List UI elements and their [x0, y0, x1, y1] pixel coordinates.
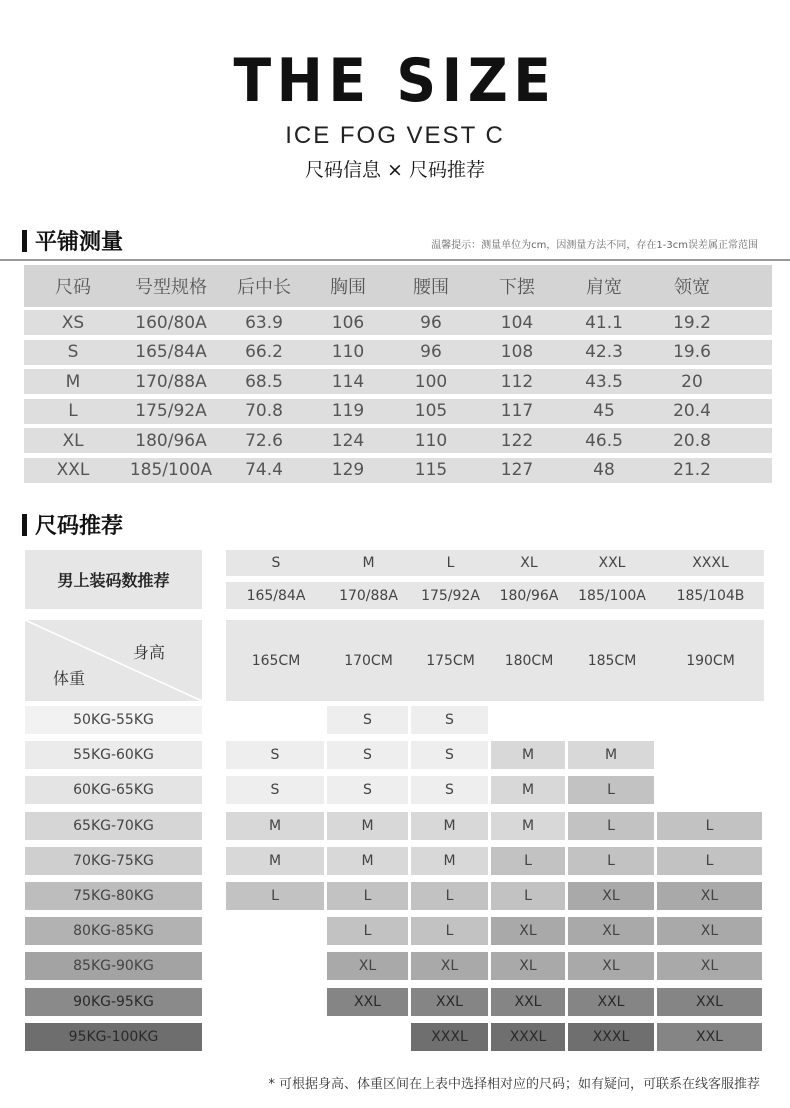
size-cell: XL — [411, 952, 488, 980]
size-cell: XL — [327, 952, 408, 980]
table-cell: 63.9 — [245, 312, 283, 333]
size-cell: M — [491, 741, 565, 769]
table-cell: 112 — [500, 371, 534, 392]
table-cell: 117 — [500, 401, 534, 421]
size-cell: M — [491, 812, 565, 840]
size-cell: XXL — [568, 988, 654, 1016]
table-cell: 74.4 — [245, 460, 283, 480]
size-cell: M — [226, 847, 324, 875]
size-cell: S — [327, 741, 408, 769]
size-cell: S — [226, 741, 324, 769]
size-cell: XL — [491, 917, 565, 945]
table-cell: 21.2 — [673, 460, 711, 480]
table-cell: 96 — [420, 312, 442, 333]
table-cell: 96 — [420, 342, 442, 362]
spec-label: 165/84A — [246, 587, 306, 604]
table-row — [24, 310, 772, 335]
table-cell: 19.6 — [673, 342, 711, 362]
table-cell: 180/96A — [135, 430, 207, 451]
spec-label: 170/88A — [339, 587, 398, 604]
table-cell: 110 — [331, 342, 365, 362]
size-cell: L — [491, 882, 565, 910]
size-cell: M — [327, 847, 408, 875]
divider — [0, 259, 790, 261]
size-cell: M — [226, 812, 324, 840]
size-cell: XL — [568, 952, 654, 980]
size-cell: XXXL — [568, 1023, 654, 1051]
table-cell: 124 — [331, 430, 365, 451]
footer-note: * 可根据身高、体重区间在上表中选择相对应的尺码；如有疑问，可联系在线客服推荐 — [268, 1077, 760, 1092]
measurement-table-header — [24, 265, 772, 307]
table-cell: M — [65, 371, 81, 392]
column-header: 腰围 — [413, 277, 449, 298]
size-label: M — [362, 555, 375, 571]
column-header: 后中长 — [237, 277, 291, 298]
table-cell: 170/88A — [135, 371, 207, 392]
spec-label: 185/104B — [676, 587, 745, 604]
column-header: 领宽 — [674, 277, 710, 298]
size-cell: M — [568, 741, 654, 769]
spec-label: 175/92A — [421, 587, 480, 604]
recommend-section-heading — [22, 509, 123, 540]
size-cell: XXL — [657, 988, 762, 1016]
table-cell: 105 — [414, 401, 448, 421]
size-cell: XL — [568, 917, 654, 945]
size-label: S — [271, 555, 281, 571]
table-cell: 20 — [681, 371, 703, 392]
table-cell: 100 — [414, 371, 448, 392]
size-cell: XL — [657, 917, 762, 945]
size-cell: L — [226, 882, 324, 910]
weight-range-label: 70KG-75KG — [25, 847, 202, 875]
height-weight-corner-header — [25, 620, 202, 701]
size-cell: L — [327, 917, 408, 945]
page-title: THE SIZE — [233, 46, 557, 116]
height-label: 175CM — [426, 652, 475, 669]
table-row — [24, 369, 772, 394]
size-label: XXXL — [692, 555, 729, 571]
table-cell: 104 — [500, 312, 534, 333]
table-cell: L — [68, 401, 78, 421]
weight-range-label: 60KG-65KG — [25, 776, 202, 804]
size-cell: L — [568, 776, 654, 804]
measurement-note: 温馨提示：测量单位为cm，因测量方法不同，存在1-3cm误差属正常范围 — [431, 240, 758, 251]
table-cell: 175/92A — [135, 401, 207, 421]
size-cell: L — [411, 882, 488, 910]
size-cell: L — [411, 917, 488, 945]
table-cell: 114 — [331, 371, 365, 392]
measurement-section-heading — [22, 225, 123, 256]
height-label: 190CM — [686, 652, 735, 669]
size-label: XL — [520, 555, 538, 571]
table-cell: 68.5 — [245, 371, 283, 392]
weight-range-label: 95KG-100KG — [25, 1023, 202, 1051]
column-header: 号型规格 — [135, 277, 207, 298]
size-cell: XXL — [491, 988, 565, 1016]
table-cell: 42.3 — [585, 342, 623, 362]
size-cell: XXL — [327, 988, 408, 1016]
table-cell: 129 — [331, 460, 365, 480]
measurement-section-title: 平铺测量 — [35, 230, 124, 255]
spec-label: 185/100A — [578, 587, 646, 604]
size-label: XXL — [598, 555, 626, 571]
table-cell: 45 — [593, 401, 615, 421]
table-cell: 66.2 — [245, 342, 283, 362]
size-cell: XL — [657, 952, 762, 980]
weight-range-label: 55KG-60KG — [25, 741, 202, 769]
product-name: ICE FOG VEST C — [285, 122, 505, 149]
table-cell: 122 — [500, 430, 534, 451]
table-row — [24, 399, 772, 424]
table-cell: 110 — [414, 430, 448, 451]
table-row — [24, 458, 772, 483]
table-row — [24, 428, 772, 453]
size-cell: M — [411, 812, 488, 840]
table-cell: XS — [61, 312, 85, 333]
column-header: 下摆 — [499, 277, 535, 298]
section-bar — [22, 230, 27, 252]
height-label: 180CM — [504, 652, 554, 669]
recommend-section-title: 尺码推荐 — [35, 514, 124, 539]
table-cell: 19.2 — [673, 312, 711, 333]
height-label: 170CM — [344, 652, 393, 669]
table-cell: XXL — [56, 460, 90, 480]
size-cell: S — [226, 776, 324, 804]
table-cell: 108 — [500, 342, 534, 362]
weight-range-label: 80KG-85KG — [25, 917, 202, 945]
table-cell: 185/100A — [129, 460, 213, 480]
size-cell: XXL — [657, 1023, 762, 1051]
size-cell: L — [657, 847, 762, 875]
table-cell: 20.8 — [673, 430, 711, 451]
table-cell: S — [67, 342, 79, 362]
column-header: 尺码 — [55, 277, 91, 298]
weight-range-label: 65KG-70KG — [25, 812, 202, 840]
size-cell: S — [327, 776, 408, 804]
size-cell: XL — [568, 882, 654, 910]
size-cell: XL — [657, 882, 762, 910]
table-cell: 115 — [414, 460, 448, 480]
height-label: 身高 — [133, 643, 166, 662]
weight-label: 体重 — [53, 669, 86, 688]
weight-range-label: 75KG-80KG — [25, 882, 202, 910]
table-cell: 43.5 — [585, 371, 623, 392]
size-cell: S — [411, 776, 488, 804]
table-cell: 70.8 — [245, 401, 283, 421]
table-cell: 46.5 — [585, 430, 623, 451]
size-cell: S — [327, 706, 408, 734]
size-cell: L — [568, 812, 654, 840]
table-cell: 41.1 — [585, 312, 623, 333]
table-cell: 106 — [331, 312, 365, 333]
height-label: 185CM — [587, 652, 637, 669]
table-cell: 165/84A — [135, 342, 207, 362]
diagonal-line — [25, 620, 202, 701]
size-label: L — [446, 555, 455, 571]
size-cell: XXL — [411, 988, 488, 1016]
table-cell: XL — [62, 430, 84, 451]
table-cell: 20.4 — [673, 401, 711, 421]
section-bar — [22, 514, 27, 536]
mens-top-size-header: 男上装码数推荐 — [25, 550, 202, 609]
size-cell: S — [411, 706, 488, 734]
size-cell: S — [411, 741, 488, 769]
table-cell: 127 — [500, 460, 534, 480]
size-cell: XL — [491, 952, 565, 980]
size-cell: L — [491, 847, 565, 875]
column-header: 胸围 — [330, 277, 366, 298]
weight-range-label: 90KG-95KG — [25, 988, 202, 1016]
column-header: 肩宽 — [586, 277, 622, 298]
size-cell: M — [327, 812, 408, 840]
weight-range-label: 85KG-90KG — [25, 952, 202, 980]
size-cell: M — [491, 776, 565, 804]
size-cell: XXXL — [411, 1023, 488, 1051]
page-subtitle-cn: 尺码信息 × 尺码推荐 — [305, 159, 485, 181]
table-cell: 72.6 — [245, 430, 283, 451]
table-cell: 48 — [593, 460, 615, 480]
size-cell: M — [411, 847, 488, 875]
table-cell: 160/80A — [135, 312, 207, 333]
size-cell: L — [327, 882, 408, 910]
size-cell: L — [568, 847, 654, 875]
height-label: 165CM — [251, 652, 301, 669]
size-cell: XXXL — [491, 1023, 565, 1051]
spec-label: 180/96A — [499, 587, 559, 604]
size-cell: L — [657, 812, 762, 840]
table-cell: 119 — [331, 401, 365, 421]
table-row — [24, 340, 772, 365]
weight-range-label: 50KG-55KG — [25, 706, 202, 734]
